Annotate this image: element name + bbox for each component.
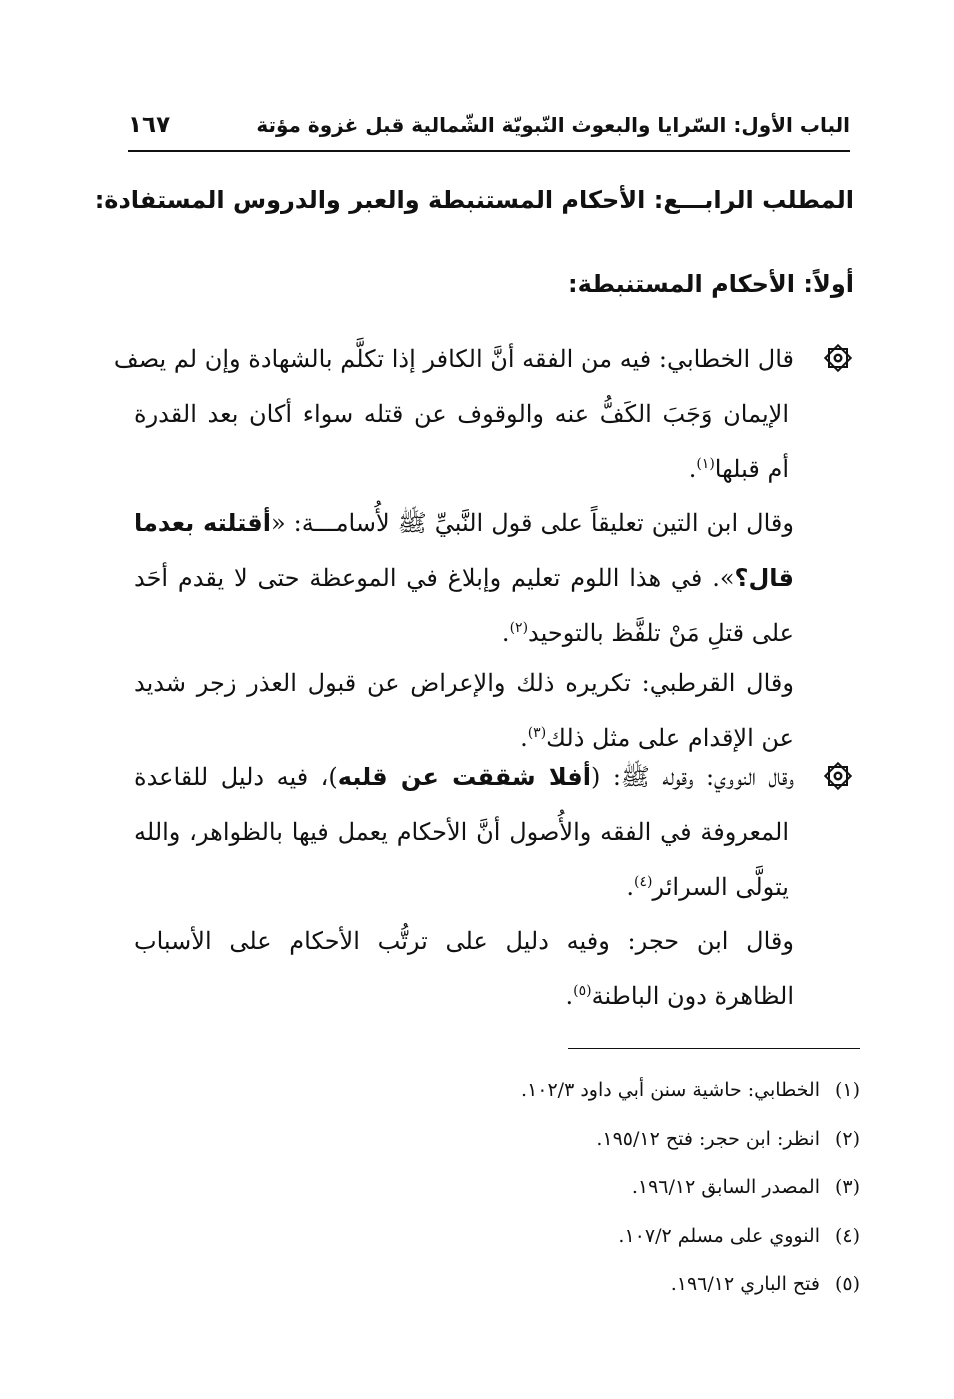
- text-span: .: [626, 873, 635, 901]
- paragraph-khattabi: [113, 332, 794, 387]
- text-span: .: [520, 724, 528, 752]
- page-number: ١٦٧: [128, 112, 171, 138]
- text-line: [134, 969, 794, 1024]
- footnote-text: فتح الباري ١٩٦/١٢.: [670, 1273, 820, 1295]
- text-line: [134, 387, 789, 442]
- footnote-text: المصدر السابق ١٩٦/١٢.: [631, 1176, 820, 1198]
- chapter-title: الباب الأول: السّرايا والبعوث النّبويّة الشّمالية قبل غزوة مؤتة: [256, 113, 850, 137]
- section-heading: المطلب الرابـــع: الأحكام المستنبطة والعبر والدروس المستفادة:: [94, 186, 854, 214]
- footnote-ref[interactable]: (١): [696, 456, 715, 472]
- text-span: يتولَّى السرائر: [652, 873, 789, 901]
- text-line: [134, 914, 794, 969]
- text-span: الظاهرة دون الباطنة: [591, 982, 794, 1010]
- footnote-item: [521, 1115, 860, 1164]
- footnote-item: [521, 1066, 860, 1115]
- header-divider: [128, 150, 850, 152]
- text-span: الإيمان وَجَبَ الكَفُّ عنه والوقوف عن قتله سواء أكان بعد القدرة: [134, 400, 789, 428]
- text-span: عن الإقدام على مثل ذلك: [546, 724, 794, 752]
- ornament-star-icon: [822, 760, 854, 792]
- text-span: .: [688, 455, 697, 483]
- text-span: وقال ابن حجر: وفيه دليل على ترتُّب الأحكام على الأسباب: [134, 927, 794, 955]
- text-line: [134, 496, 794, 551]
- text-line: [113, 332, 794, 387]
- footnote-item: [521, 1260, 860, 1309]
- text-span: قال الخطابي: فيه من الفقه أنَّ الكافر إذا تكلَّم بالشهادة وإن لم يصف: [113, 345, 794, 373]
- footnote-ref[interactable]: (٢): [509, 620, 529, 636]
- text-span: .: [501, 619, 510, 647]
- footnote-text: النووي على مسلم ١٠٧/٢.: [618, 1224, 820, 1247]
- footnote-number: (١): [834, 1079, 860, 1101]
- text-span: وقال القرطبي: تكريره ذلك والإعراض عن قبول العذر زجر شديد: [134, 669, 794, 697]
- footnote-item: [521, 1163, 860, 1212]
- text-line: [134, 551, 794, 606]
- text-span: المعروفة في الفقه والأُصول أنَّ الأحكام يعمل فيها بالظواهر، والله: [134, 818, 789, 846]
- paragraph-ibn-hajar: [134, 914, 794, 1024]
- footnote-ref[interactable]: (٣): [527, 725, 547, 741]
- text-line: [134, 656, 794, 711]
- footnote-item: [521, 1212, 860, 1261]
- text-line: [134, 860, 789, 915]
- footnote-ref[interactable]: (٤): [634, 874, 653, 890]
- footnotes: [521, 1066, 860, 1309]
- footnote-divider: [568, 1048, 860, 1049]
- hadith-quote: أفلا شققت عن قلبه: [337, 763, 591, 791]
- text-span: )، فيه دليل للقاعدة: [134, 763, 338, 791]
- text-line: [134, 606, 794, 661]
- hadith-quote: قال؟: [734, 564, 794, 592]
- text-line: [134, 805, 789, 860]
- running-header: [128, 108, 850, 142]
- paragraph-nawawi-cont: [134, 805, 789, 915]
- text-line: [134, 750, 794, 805]
- text-span: .: [565, 982, 574, 1010]
- paragraph-khattabi-cont: [134, 387, 789, 497]
- text-span: على قتلِ مَنْ تلفَّظ بالتوحيد: [528, 619, 794, 647]
- text-span: أم قبلها: [714, 455, 789, 483]
- subheading: أولاً: الأحكام المستنبطة:: [568, 270, 854, 298]
- footnote-number: (٥): [834, 1273, 860, 1295]
- footnote-number: (٤): [834, 1224, 860, 1247]
- text-line: [134, 442, 789, 497]
- paragraph-nawawi: [134, 750, 794, 805]
- text-span: وقال النووي: وقوله ﷺ: (: [591, 763, 795, 791]
- hadith-quote: أقتلته بعدما: [134, 509, 271, 537]
- text-span: وقال ابن التين تعليقاً على قول النَّبيِّ ﷺ لأُسامـــة: «: [270, 509, 794, 537]
- footnote-text: الخطابي: حاشية سنن أبي داود ١٠٢/٣.: [521, 1079, 820, 1101]
- footnote-ref[interactable]: (٥): [573, 983, 592, 999]
- text-span: ». في هذا اللوم تعليم وإبلاغ في الموعظة حتى لا يقدم أحَد: [134, 564, 735, 592]
- footnote-text: انظر: ابن حجر: فتح ١٩٥/١٢.: [596, 1127, 820, 1150]
- footnote-number: (٣): [834, 1176, 860, 1198]
- paragraph-ibn-tin: [134, 496, 794, 661]
- ornament-star-icon: [822, 342, 854, 374]
- footnote-number: (٢): [834, 1127, 860, 1150]
